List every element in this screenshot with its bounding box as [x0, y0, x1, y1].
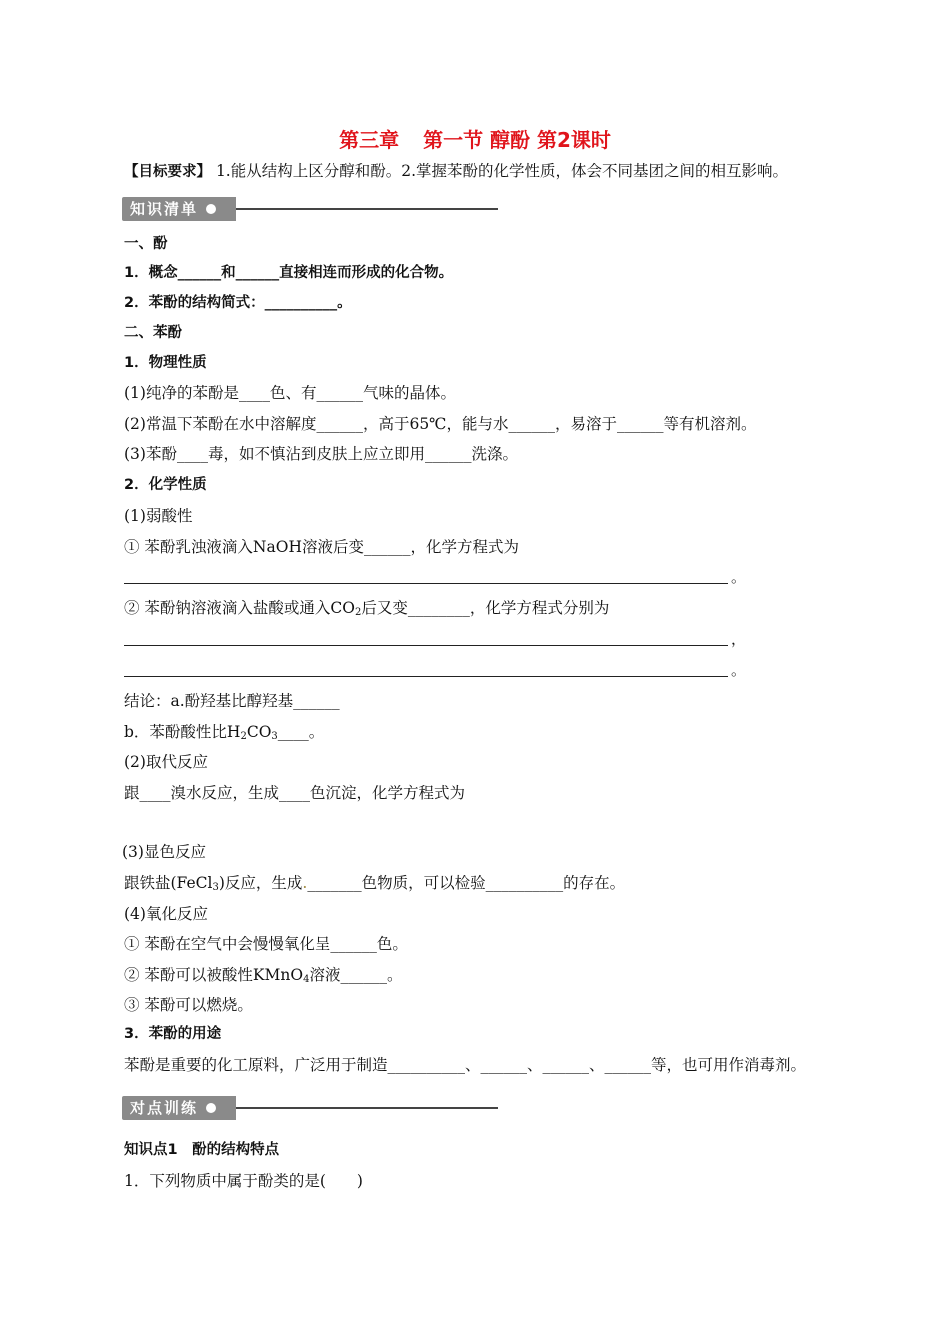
subscript: 3 [212, 882, 219, 893]
item-physical: 1．物理性质 [124, 355, 207, 371]
dot-icon [206, 204, 216, 214]
color-1 [124, 873, 625, 898]
heading-benzenol: 二、苯酚 [124, 325, 182, 341]
conclusion-b-tail: ____。 [277, 723, 325, 741]
color-1-mid: )反应，生成 [218, 874, 303, 892]
section-bar-label: 对点训练 [130, 1099, 199, 1117]
oxidation-2-tail: 溶液______。 [309, 966, 403, 984]
substitution-heading: (2)取代反应 [124, 753, 208, 771]
goal-text: 1.能从结构上区分醇和酚。2.掌握苯酚的化学性质，体会不同基团之间的相互影响。 [215, 162, 789, 180]
oxidation-3: ③ 苯酚可以燃烧。 [124, 996, 253, 1014]
acid-2-text: ② 苯酚钠溶液滴入盐酸或通入CO [124, 599, 355, 617]
conclusion-b [124, 722, 324, 747]
section-bar-knowledge [122, 197, 498, 221]
substitution-1: 跟____溴水反应，生成____色沉淀，化学方程式为 [124, 784, 466, 802]
color-1-text: 跟铁盐(FeCl [124, 874, 213, 892]
color-1-tail: _______色物质，可以检验__________的存在。 [307, 874, 626, 892]
acid-2-tail: 后又变________，化学方程式分别为 [361, 599, 610, 617]
subscript: 3 [271, 731, 278, 742]
answer-line [124, 645, 728, 646]
dot-icon [206, 1103, 216, 1113]
color-heading: (3)显色反应 [122, 843, 206, 861]
end-comma: ， [731, 630, 747, 648]
acid-1: ① 苯酚乳浊液滴入NaOH溶液后变______，化学方程式为 [124, 538, 519, 556]
end-period: 。 [731, 568, 747, 586]
answer-line [124, 676, 728, 677]
knowledge-point-1: 知识点1 酚的结构特点 [124, 1142, 280, 1158]
item-structure: 2．苯酚的结构简式：__________。 [124, 295, 352, 311]
heading-phenol: 一、酚 [124, 236, 168, 252]
physical-1: (1)纯净的苯酚是____色、有______气味的晶体。 [124, 384, 456, 402]
item-chemical: 2．化学性质 [124, 477, 207, 493]
answer-line [124, 583, 728, 584]
oxidation-2-text: ② 苯酚可以被酸性KMnO [124, 966, 304, 984]
conclusion-b-mid: CO [246, 723, 272, 741]
end-period: 。 [731, 661, 747, 679]
physical-2: (2)常温下苯酚在水中溶解度______，高于65℃，能与水______，易溶于______等有机溶剂。 [124, 415, 757, 433]
oxidation-2 [124, 965, 402, 990]
item-uses: 3．苯酚的用途 [124, 1026, 222, 1042]
oxidation-1: ① 苯酚在空气中会慢慢氧化呈______色。 [124, 935, 408, 953]
acid-heading: (1)弱酸性 [124, 507, 193, 525]
item-concept: 1．概念______和______直接相连而形成的化合物。 [124, 265, 454, 281]
divider [236, 1107, 498, 1109]
divider [236, 208, 498, 210]
question-1: 1．下列物质中属于酚类的是( ) [124, 1172, 363, 1190]
acid-2 [124, 598, 609, 623]
conclusion-b-text: b．苯酚酸性比H [124, 723, 241, 741]
acid-2-sub: 2 [355, 607, 362, 618]
chapter-title: 第三章 [339, 128, 400, 152]
oxidation-heading: (4)氧化反应 [124, 905, 208, 923]
subscript: 2 [240, 731, 247, 742]
subscript: 4 [303, 974, 310, 985]
section-bar-practice [122, 1096, 498, 1120]
section-bar-label: 知识清单 [130, 200, 199, 218]
conclusion-a: 结论：a.酚羟基比醇羟基______ [124, 692, 340, 710]
edit-mark: . [302, 874, 308, 892]
learning-goals [124, 161, 788, 182]
physical-3: (3)苯酚____毒，如不慎沾到皮肤上应立即用______洗涤。 [124, 445, 518, 463]
section-title: 第一节 醇酚 第2课时 [423, 128, 611, 152]
goal-label: 【目标要求】 [124, 164, 211, 180]
page-title [0, 124, 950, 153]
uses-1: 苯酚是重要的化工原料，广泛用于制造__________、______、______、______等，也可用作消毒剂。 [124, 1056, 807, 1074]
